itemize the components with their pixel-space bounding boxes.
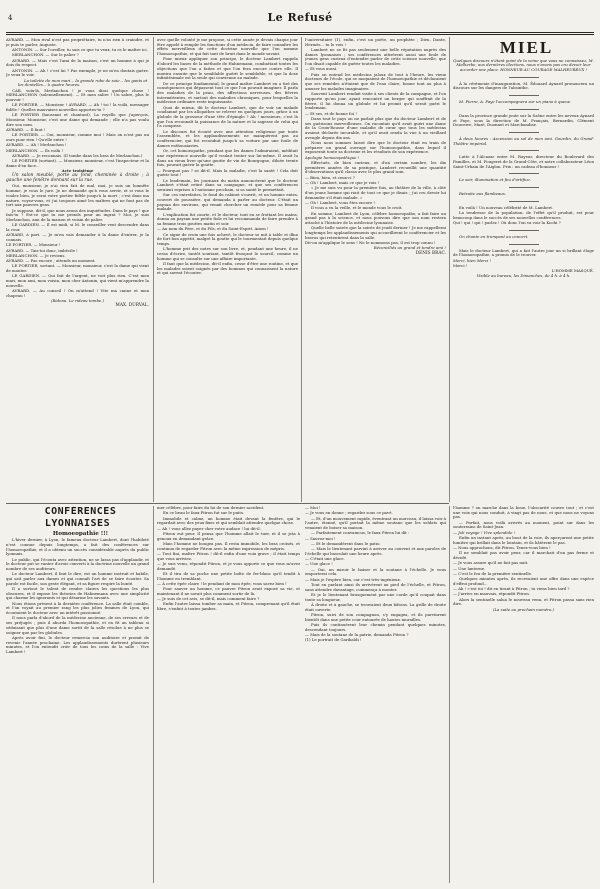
conferences-subtitle: Homoeopathie !!! [52, 530, 109, 537]
separator [509, 173, 539, 174]
paragraph: L'explication fut courte, et le docteur, tout en se frottant les mains, donna au paysan une petite fiole et lui recommanda de faire prendre à sa femme trois gouttes matin et soir. [157, 211, 298, 227]
column-divider [449, 506, 450, 883]
paragraph: avec quelle volonté je me propose, si cette année je devais chaque jour être appelé à remplir les fonctions d'un médecin, de faire connaître les effets merveilleux de cette doctrine nouvelle que l'on nomme l'homoeopathie, et qui fait tant de bruit dans le monde savant. [157, 38, 298, 57]
miel-entry: À la cérémonie d'inauguration, M. Édouard Aynard prononcera un discours sur les dangers de l'absinthe. [453, 80, 594, 91]
article-column-2 [157, 38, 298, 500]
paragraph: De ce principe fondamental, le grand maître Lambert en a tiré des conséquences qui dépassent tout ce que l'on pouvait imaginer. Il parla des maladies de la peau, des affections nerveuses, des fièvres intermittentes, et surtout des maladies chroniques, pour lesquelles la médecine ordinaire reste impuissante. [157, 80, 298, 105]
conversation-line: — Je vous en donne ; regardez sous ce pavé. [305, 510, 393, 516]
conversation-line: — Et le demandèrent dans le patio. [311, 540, 381, 546]
paragraph: Pitron, suivi de son compagnon, s'y engagea, et ils parvinrent bientôt dans une petite cour entourée de hautes murailles. [305, 612, 446, 622]
finale-line: — Une lanterne. [453, 565, 486, 571]
paragraph: Il ne semblait pas avoir peur, car il marchait d'un pas ferme et décidé. [453, 550, 594, 560]
paragraph: Il faut que la médecine, dit-il enfin, cesse d'être une routine, et que les malades soient soignés par des hommes qui connaissent la nature et qui savent l'écouter. [157, 261, 298, 276]
play-line: LE PORTIER, sortant. — Monsieur, monsieur, c'est la dame qui vient de monter. [6, 263, 149, 274]
paragraph: Pour mieux appliquer son principe, le docteur Lambert rappela d'abord les bases de la méthode de Hahnemann, combattant toutes les objections que l'on a faites et que l'on fera encore contre elle. Il montra ensuite que le semblable guérit le semblable, et que la dose infinitésimale est la seule qui convienne au malade. [157, 56, 298, 81]
paragraph: — Et ses, et de bonne foi ! [305, 110, 357, 116]
paragraph: — Une glace ! [305, 561, 333, 567]
column-divider [153, 506, 154, 883]
paragraph: — Je suis venu, répondit Pitron, et je vous apporte ce que vous m'avez demandé. [157, 560, 300, 571]
paragraph: — Mais de la soutane de la patrie, demanda Pitron ? [305, 632, 409, 638]
separator [509, 230, 539, 231]
masthead [6, 6, 594, 34]
paragraph: Le docteur Lambert, il faut le dire, est un homme instruit et habile, qui sait parler aux dames et qui connaît l'art de se faire écouter. Sa parole est facile, son geste élégant, et sa figure respire la bonté. [6, 571, 149, 586]
conversation-line: — Mais le lieutenant parvint à arriver au couvent et aux paroles de l'échelle qui basculait une heure après. [305, 546, 446, 556]
paragraph: Nous nous sommes laissé dire que le docteur était en train de préparer un grand ouvrage sur l'homoeopathie, dans lequel il exposerait toute sa doctrine et les résultats de son expérience. [305, 139, 446, 155]
separator [509, 132, 539, 133]
paragraph: Qui ! qui ! qui ! parlez ! Où donc l'on va voir la Kochi ? [453, 220, 561, 226]
play-line: AVRARD. — Il faut ! [6, 127, 46, 132]
paragraph: Réconciliés un grand et tendre ami ! [373, 245, 446, 251]
curtain-note: (Rideau. Le rideau tombe.) [50, 298, 104, 304]
paragraph: Dit-on m'applique le sens ! Ne le nommons pas, il est trop connu ! [305, 239, 436, 245]
play-line: LE PORTIER (haussant et chantant). La voyelle que j'aperçois, Monsieur, Monsieur, c'est une dame qui demande ; elle n'a pas voulu dire son nom. [6, 112, 149, 127]
paragraph: — Oh ! Lambert, mais ce que je vois ! [305, 179, 380, 185]
paragraph: — À cette épée claire ! le pendant de mon épée, vous savez bien ! [157, 580, 287, 586]
paragraph: — Bien, bien, et ceux-ci ? [305, 174, 355, 180]
play-line: MERLANCHON. — Sur le palier ? [12, 52, 79, 58]
separator [509, 77, 539, 78]
play-line: Oui, monsieur, je n'ai rien fait de mal, moi, je suis un honnête homme, je vous le jure. Je ne demande qu'à vous servir, et si vous le voulez bien, je serai votre portier fidèle jusqu'à la mort ; c'est dans ma nature, voyez-vous, et j'ai toujours aimé les maîtres qui ne font pas de tort aux pauvres gens. [6, 183, 149, 208]
miel-entry: Dans la province grande joute sur la Saône entre les neveux Aynard et Faye, sous la direction de M. Français, Bernardin, Clément Doucerre, Mazé, Duonnet et Marchandise. [453, 112, 594, 128]
page-number: 4 [8, 14, 13, 22]
paragraph: Apologie homoeopathique ! [305, 154, 360, 160]
article-column-3 [305, 38, 446, 500]
play-line: LE PORTIER (sortant). — Monsieur, monsieur, c'est l'inspecteur et la dame d'en face... [6, 158, 149, 168]
paragraph: — Ah ! vous allez payer cher votre audace ! lui dit-il. [157, 525, 261, 531]
paragraph: Ce signe de croix une fois achevé, le docteur se mit à table et dîna de fort bon appétit, malgré la goutte qui le tourmentait depuis quelque temps. [157, 231, 298, 247]
paragraph: Nous étions présent à la dernière conférence. La salle était comble, et l'on voyait au premier rang les plus jolies femmes de Lyon, qui écoutaient le docteur avec un intérêt passionné. [6, 600, 149, 616]
paragraph: Il a surtout le talent de rendre claires les questions les plus obscures, et il expose les théories de Hahnemann avec une simplicité qui charme les ignorants et qui désarme les savants. [6, 586, 149, 601]
column-divider [449, 37, 450, 502]
play-line: MERLANCHON. — Ils voilà ! [6, 147, 64, 153]
paragraph: Dans tout le pays on ne parlait plus que du docteur Lambert et de ses guérisons merveilleuses. On racontait qu'il avait guéri une dame de la Croix-Rousse d'une maladie de cœur que tous les médecins avaient déclarée incurable, et qu'il avait rendu la vue à un vieillard aveugle depuis dix ans. [305, 115, 446, 140]
paragraph: Le lendemain, les journaux du matin annoncèrent que le docteur Lambert s'était retiré dans sa campagne, et que ses conférences seraient reprises à l'automne prochain, si sa santé le permettait. [157, 177, 298, 192]
separator [509, 109, 539, 110]
author-signature: L'HOMME MASQUÉ. [551, 268, 594, 274]
play-line: AVRARD. — Mon rival n'est pas propriétaire, tu n'as rien à craindre, et je puis te parler, Auguste. [6, 38, 149, 47]
paragraph: Sur ces entrefaites, le fond du cabinet s'ouvrit, et un homme entra, couvert de poussière, qui demanda à parler au docteur. C'était un paysan des environs, qui venait chercher un remède pour sa femme malade. [157, 192, 298, 212]
separator [509, 150, 539, 151]
paragraph: Alors la sentinelle salua le nouveau venu, et Pitron passa sans rien dire. [453, 596, 594, 607]
play-line: MERLANCHON. — Je reviens. [6, 252, 66, 258]
paragraph: Pour sauver un homme, ce pauvre Pitron avait exposé sa vie, et maintenant il ne savait plus comment sortir de là. [157, 586, 300, 596]
paragraph: — Parfait, nous voilà arrivés au moment, point sur dans les souterrains de Saint-Jean. [453, 519, 594, 530]
paragraph: Visible au bureau, les Dimanches, de 4 h. à 4 h. [476, 273, 571, 279]
play-line: AVRARD. — Ah ! Merlanchon ! [6, 142, 67, 148]
paragraph: Le public, qui l'écouta avec attention, ne se lassa pas d'applaudir, et le docteur put se vanter d'avoir converti à la doctrine nouvelle un grand nombre de ses auditeurs. [6, 556, 149, 571]
paragraph: — Je suis de cet avis, se dit-il, mais comment faire ? [157, 596, 260, 602]
play-line: ANTONIN. — Ah ! c'est lui ? Par exemple, je ne m'en doutais guère. Je veux le voir. [6, 67, 149, 78]
paragraph: Pitron eut peur. Il pensa que l'homme allait le tuer, et il se jeta à genoux en demandant grâce. [157, 530, 300, 541]
paragraph: mer célèbre, pour faire du lui de son dernier accident. [157, 506, 265, 510]
miel-entry: Lutte à l'Alcazar entre M. Rayeur, directeur du Boulevard des Familles, et M. Fougeret de la Grand-Côte, et notre collaborateur Léon Saint-Urbain de l'Aiglon. Prix : un cadeau d'honneur ! [453, 154, 594, 169]
separator [509, 201, 539, 202]
to-be-continued: (La suite au prochain numéro.) [492, 606, 555, 612]
miel-title: MIEL [499, 38, 554, 57]
play-line: AVRARD. — Tais-toi donc, imbécile ! [6, 247, 78, 253]
column-divider [301, 37, 302, 502]
paragraph: Immobile et calme, un homme était devant la fenêtre, qui le regardait avec des yeux fixes et qui semblait attendre quelque chose. [157, 515, 300, 526]
author-signature: DENIS BRAC. [415, 250, 446, 256]
paragraph: — Nous approchons, dit Pitron, Tenez-vous bien ! [453, 545, 551, 550]
conferences-column [6, 506, 149, 882]
paragraph: — Joli voyage ! Vive splendide ! [453, 529, 516, 535]
paragraph: Lambert ne se fit pas seulement une belle réputation auprès des dames lyonnaises ; ses conférences attirèrent aussi une foule de jeunes gens curieux d'entendre parler de cette science nouvelle, que l'on disait capable de guérir toutes les maladies. [305, 47, 446, 67]
footnote: (1) Le portrait de Garibaldi ! [305, 637, 362, 643]
play-line: Je suppose, dit-il, que nous avons des inquiétudes. Dans le pays ! que fais-tu ? Est-ce que tu me prends pour un ingrat ? Moi, je suis Merlanchon, ami de la maison et voisin de palier. [6, 207, 149, 222]
separator [509, 187, 539, 188]
author-signature: MAX. DURVAL. [115, 303, 149, 309]
paragraph: Il vous a vu la veille, et le monde vous le croit. [311, 205, 403, 211]
paragraph: — Et vous aussi. [305, 66, 338, 72]
miel-column [453, 38, 594, 500]
conversation-line: — Sauvez-moi ! [305, 535, 336, 541]
header-rule [6, 32, 594, 33]
play-column [6, 38, 149, 500]
play-line: LE PORTIER. — Oui, monsieur, comme moi ! Mais on n'est pas un ours pour rien ! Qu'elle entre ! [6, 132, 149, 142]
conversation-line: — Moi ! [305, 506, 321, 510]
finale-line: — Ah ! c'est toi ! dit en tirant à Pitron ; tu viens bien tard ? [453, 586, 570, 592]
paragraph: — Oui, un miroir le baiser et la soutane à l'échelle. Je vous emporterai cela. [305, 566, 446, 577]
play-line: AVRARD. — Mais c'est l'ami de la maison, c'est un homme à qui je dois du respect. [6, 57, 149, 68]
paragraph: Merci, bien Merci ! [453, 257, 492, 263]
paragraph: En ce beau le faux Pitron fut sur le puits. [163, 510, 245, 516]
paragraph: À droite et à gauche, se trouvaient deux bâtons. La grille de droite était ouverte. [305, 602, 446, 612]
paragraph: Mais l'homme ne bougea pas. Il resta immobile, les bras croisés, et continua de regarder Pitron avec la même expression de mépris. [157, 540, 300, 551]
miel-entry: Retraite aux flambeaux. [459, 191, 507, 197]
miel-intro: Quelques discours n'étant point de la veine que vous ne connaissez, M. Malherbe, aux dernières élections, nous n'avons pas cru devoir leur accorder une place. HONNEUR AU COURAGE MALHEUREUX ! [453, 57, 594, 72]
newspaper-page [6, 6, 594, 883]
finale-line: — C'est le feu de la première sentinelle. [453, 570, 533, 576]
verse: La toilette de mon mari... la grande robe de soie... les gants et les dentelles... à quatre heures. [18, 77, 148, 88]
paragraph: Souvent Lambert rendait visite à ses clients de la campagne, et l'on rapporte qu'un jour, ayant rencontré un berger qui souffrait de la fièvre, il lui donna un globule et lui promit qu'il serait guéri le lendemain. [305, 91, 446, 111]
miel-entry: M. Pierre, A. Faye l'accompagnera sur un piano à queue. [459, 99, 572, 105]
paragraph: Enfin un instant après, au bout de la voie, ils aperçurent une petite lumière qui brillait dans le lointain, et ils hâtèrent le pas. [453, 535, 594, 545]
paragraph: Quoi de mieux, dit le docteur Lambert, que de voir un malade condamné par les allopathes se relever en quelques jours, grâce à un globule de la grosseur d'une tête d'épingle ? Ah ! messieurs, c'est là que l'on reconnaît la puissance de la nature et la sagesse de celui qui l'a comprise. [157, 104, 298, 129]
scene-heading: Acte troisième [61, 168, 94, 174]
paragraph: — Oh ! Lambert, vous êtes encore ! [305, 199, 376, 205]
miel-entry: À deux heures : Ascension au sol de mon ami. Gourdin, du Grand-Théâtre impérial. [453, 135, 594, 146]
journal-title: Le Refusé [267, 11, 333, 24]
paragraph: Effectués, de bien curieux, et d'un certain nombre, les dix premières années de sa pratique, Lambert recueillit une quantité d'observations qu'il classa avec le plus grand soin. [305, 159, 446, 175]
paragraph: Et il tira de sa poche une petite boîte de fer-blanc qu'il tendit à l'homme en tremblant. [157, 570, 300, 581]
paragraph: — Tout fini, maître Pitron ! dit-il enfin d'une voix grave ; il était temps que vous arriviez. [157, 550, 300, 561]
play-line: AVRARD. — Au conseil ! On m'attend ! Vite ma canne et mon chapeau ! [6, 288, 149, 298]
paragraph: Enfin l'autre laissa tomber sa main, et Pitron, comprenant qu'il était libre, s'enfuit à toutes jambes. [157, 601, 300, 612]
paragraph: Merci ! [453, 262, 468, 268]
paragraph: Quelle belle soirée que la soirée de jeudi dernier ! Je me rappellerai longtemps les applaudissements qui accueillirent le conférencier et les bravos qui retentirent dans la salle. [305, 225, 446, 240]
paragraph: Tout en parlant ainsi ils arrivèrent au pied de l'échelle, et Pitron, sans attendre davantage, commença à monter. [305, 582, 446, 592]
paragraph: Or, cet homoeopathe, pendant que les dames l'admiraient, méditait une expérience nouvelle qu'il voulait tenter sur lui-même. Il avait lu dans un vieux livre qu'une goutte de vin de Bourgogne, diluée trente fois, pouvait guérir la goutte. [157, 148, 298, 168]
paragraph: Après avoir fini, le docteur remercia son auditoire et promit de revenir l'année prochaine. Les applaudissements durèrent plusieurs minutes, et l'on entendit crier de tous les coins de la salle : Vive Lambert ! [6, 634, 149, 654]
paragraph: Et je le lieutenant brusquement par une corde qu'il coupait dans toute sa longueur. [305, 592, 446, 602]
story-column-2 [305, 506, 446, 882]
play-line: CAR, voix-là, Merlanchon ! je vous dirai quelque chose ! MERLANCHON (solennellement). — Et mon sabre ! Un sabre, plus le pouvoir ! [6, 87, 149, 102]
paragraph: — Au nom du Père, et du Fils, et du Saint-Esprit. Amen ! [157, 226, 269, 232]
section-rule [6, 503, 449, 504]
play-line: AVRARD. — Pas encore ; attends un moment. [6, 258, 96, 264]
paragraph: Puis ils continuèrent leur chemin pendant quelques minutes, descendant toujours. [305, 622, 446, 632]
play-line: AVRARD, à part. — Je m'en vais demander à la dame d'entrer, je la connais. [6, 232, 149, 242]
story-column-3 [453, 506, 594, 882]
play-line: LE GARDIEN. — Qui fait de l'argent, ne voit plus rien. C'est mon mari, mon ami, mon voisin, mon cher Antonin, qui vient m'apprendre la nouvelle. [6, 273, 149, 288]
paragraph: — Pourquoi pas ? se dit-il. Mais la maladie, c'est la santé ! Cela doit guérir tout ! [157, 167, 298, 178]
paragraph: « Je me suis vu pour la première fois, au théâtre de la ville, à côté d'un jeune homme qui riait de tout ce que je disais ; j'ai cru devoir lui demander s'il était malade. » [305, 185, 446, 200]
finale-line: — Je vous assure qu'il ne fait pas nuit. [453, 560, 529, 566]
conferences-intro: L'hiver dernier, à Lyon, le fameux docteur Lambert, dont l'habileté n'est connue depuis longtemps, a fait des conférences sur l'homoeopathie, et il a obtenu un succès considérable auprès du public lyonnais. [6, 537, 149, 557]
paragraph: — C'était une glace. [305, 556, 345, 562]
separator [509, 95, 539, 96]
paragraph: Il nous parla d'abord de la médecine ancienne, de ses erreurs et de ses préjugés ; puis il aborda l'homoeopathie, et en fit un tableau si séduisant que plus d'une dame sortit de la salle résolue à ne plus se soigner que par les globules. [6, 615, 149, 635]
play-line: ANTONIN. — Sur l'oreiller, tu sais ce que tu veux, tu es le maître ici. [12, 47, 148, 52]
paragraph: En somme, Lambert de Lyon, célèbre homoeopathe, a fait faire un grand pas à la science, et nous pouvons dire que son nom restera attaché à l'histoire de la médecine lyonnaise. [305, 210, 446, 225]
play-line: LE GARDIEN. — Il est midi, si M. le conseiller veut descendre dans la cour. [6, 222, 149, 232]
paragraph: — Mais je l'espère bien, car c'est très-ingénieux. [305, 576, 401, 582]
play-line: LE PORTIER. — Monsieur ! AVRARD. — Ah ! toi ! la voilà, messager fidèle ! Quelles mauvaises nouvelles apportes-tu ? [6, 102, 149, 112]
paragraph: L'homme prit des notes sur son livre, et, pendant une heure, il ne cessa d'écrire, tantôt souriant, tantôt fronçant le sourcil, comme un homme qui se consulte sur une affaire importante. [157, 246, 298, 261]
play-line: AVRARD. — Je reconnais. (Il tombe dans les bras de Merlanchon.) [12, 152, 143, 158]
paragraph: l'universitaire (1), enfin, c'est un poète, un prophète ; Dieu, Dante, Hermès... tu le vois ! [305, 38, 446, 47]
finale-line: Quelques minutes après, ils recevaient une offre dans une espèce d'effroi profond... [453, 576, 594, 586]
paragraph: La tendresse de la population, de l'effet qu'il produit, est pour beaucoup dans le succès de ses nouvelles conférences. [453, 210, 594, 220]
conversation-line: — Parfaitement convaincus, le faux Pitron lui dit : [311, 530, 410, 536]
paragraph: Le discours fut écouté avec une attention religieuse par toute l'assemblée, et les applaudissements ne manquèrent pas au conférencier, qui fut reconduit jusqu'à sa voiture par une foule de dames enthousiastes. [157, 128, 298, 148]
separator [509, 244, 539, 245]
miel-entry: Le soir, illumination et feu d'artifice. [459, 177, 531, 183]
paragraph: l'homme ? on marche dans la boue, l'obscurité couvre tout ; et c'est une voix qui nous conduit, à vingt pas de nous, et que nous ne voyons pas. [453, 506, 594, 520]
miel-footer: En voilà ! Un nouveau célébrité de M. Lambert. [459, 204, 554, 210]
paragraph: Mais le docteur Lambert, qui a fait l'autre jour un si brillant éloge de l'homoeopathie, a promis de le trouver. [453, 247, 594, 258]
conversation-line: — Et, d'un mouvement rapide, éventrant un morceau, il laissa voir à l'autre, étonné, qu'il portait la même soutane que les soldats qui venaient de boiser sa maison. [305, 515, 446, 530]
scene-note: Un salon meublé, porte au fond, cheminée à droite ; à gauche une fenêtre donnant sur la rue. [6, 173, 149, 184]
column-divider [153, 37, 154, 502]
paragraph: Puis on entend les médecins jaloux de tout à l'heure, les vieux docteurs de l'école, qui se moquaient de l'homoeopathie et déclaraient que ses remèdes n'étaient que de l'eau claire, bonne tout au plus à amuser les malades imaginaires. [305, 71, 446, 91]
conferences-title: CONFÉRENCES LYONNAISES [44, 506, 117, 529]
finale-line: — J'arrive en mauvais, répondit Pitron. [453, 591, 530, 597]
story-column-1 [157, 506, 300, 882]
header-rule [6, 34, 594, 35]
play-line: LE PORTIER. — Monsieur ! [6, 242, 61, 248]
paragraph: On chante en trompant au concert. [459, 233, 529, 239]
